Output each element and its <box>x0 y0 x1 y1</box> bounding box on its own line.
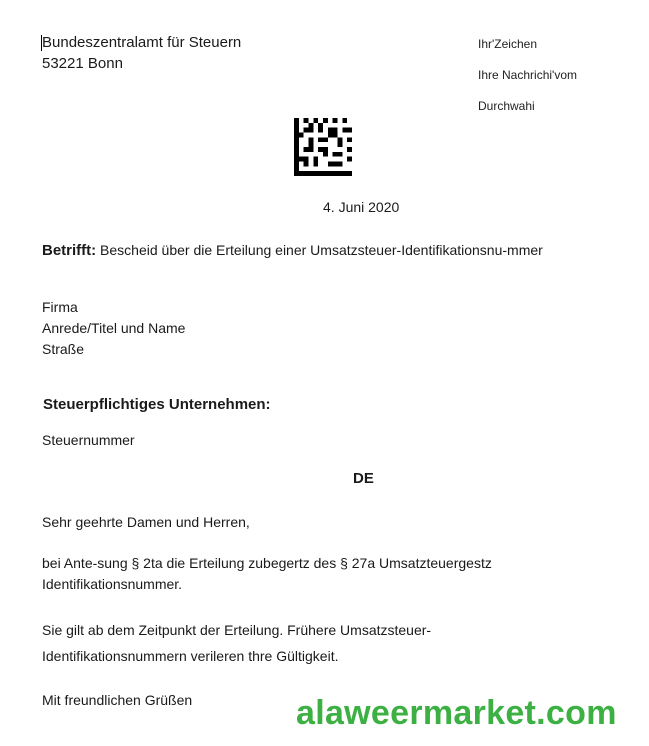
section-heading: Steuerpflichtiges Unternehmen: <box>43 396 271 413</box>
sender-name: Bundeszentralamt für Steuern <box>42 34 242 51</box>
recipient-anrede: Anrede/Titel und Name <box>42 320 186 336</box>
subject-line <box>42 241 562 260</box>
paragraph-1 <box>42 553 492 595</box>
subject-text: Bescheid über die Erteilung einer Umsatzsteuer-Identifikationsnu-mmer <box>100 242 543 258</box>
subject-label: Betrifft: <box>42 242 97 259</box>
recipient-address <box>42 297 185 360</box>
closing: Mit freundlichen Grüßen <box>42 692 193 708</box>
paragraph-2 <box>42 617 431 669</box>
recipient-strasse: Straße <box>42 341 85 357</box>
recipient-firma: Firma <box>42 299 78 315</box>
sender-address <box>42 32 241 74</box>
ref-ihre-nachricht: Ihre Nachrichi'vom <box>478 68 577 82</box>
ref-durchwahl: Durchwahi <box>478 99 535 113</box>
greeting: Sehr geehrte Damen und Herren, <box>42 514 250 530</box>
datamatrix-code-icon <box>293 118 353 176</box>
paragraph-1-line-1: bei Ante-sung § 2ta die Erteilung zubegertz des § 27a Umsatzteuergestz <box>42 555 492 571</box>
paragraph-1-line-2: Identifikationsnummer. <box>42 576 183 592</box>
sender-city: 53221 Bonn <box>42 55 123 72</box>
steuernummer-label: Steuernummer <box>42 432 135 448</box>
ref-ihr-zeichen: Ihr'Zeichen <box>478 37 537 51</box>
paragraph-2-line-2: Identifikationsnummern verileren thre Gültigkeit. <box>42 648 339 664</box>
paragraph-2-line-1: Sie gilt ab dem Zeitpunkt der Erteilung. Frühere Umsatzsteuer- <box>42 622 432 638</box>
watermark: alaweermarket.com <box>296 694 617 732</box>
letter-date: 4. Juni 2020 <box>323 199 400 215</box>
country-code: DE <box>353 470 374 487</box>
